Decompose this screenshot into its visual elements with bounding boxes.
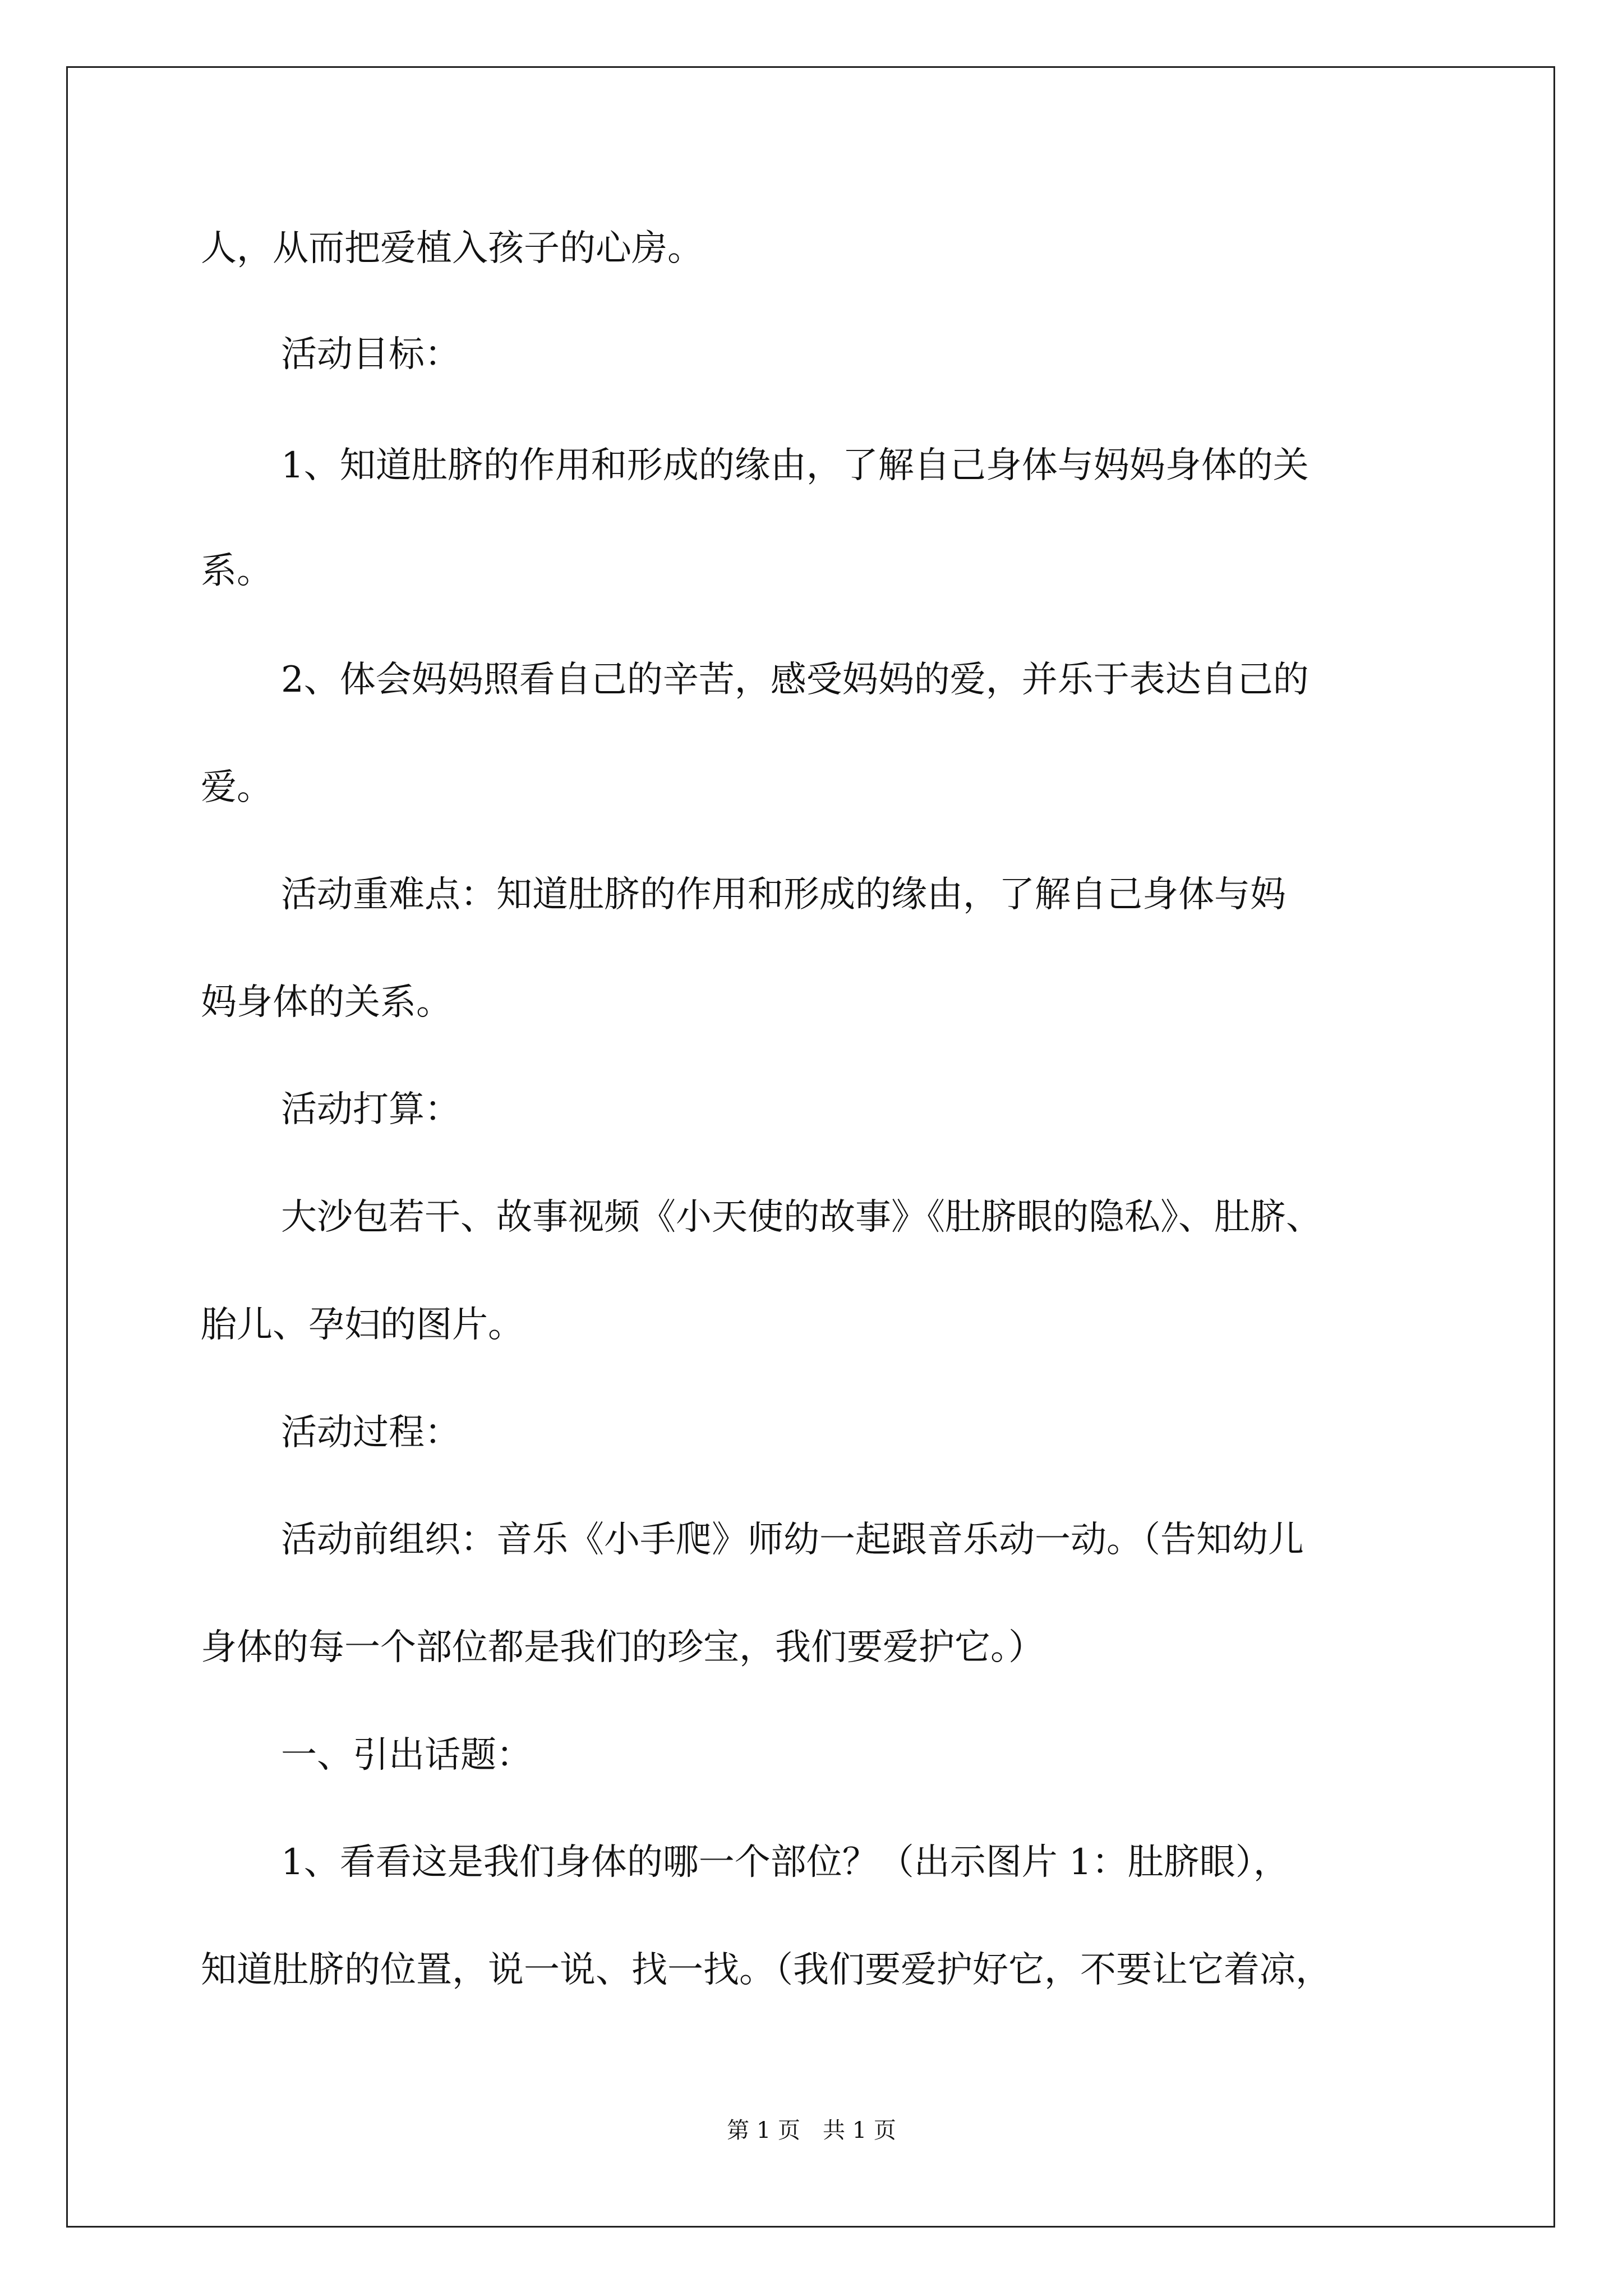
text-line-6: 爱。 <box>201 767 273 808</box>
text-line-15: 一、引出话题： <box>281 1734 532 1776</box>
text-line-9: 活动打算： <box>281 1089 460 1130</box>
text-line-1: 人，从而把爱植入孩子的心房。 <box>201 228 703 269</box>
text-line-5: 2、体会妈妈照看自己的辛苦，感受妈妈的爱，并乐于表达自己的 <box>281 659 1309 701</box>
text-line-11: 胎儿、孕妇的图片。 <box>201 1304 524 1346</box>
page-border <box>66 66 1555 2228</box>
text-line-13: 活动前组织：音乐《小手爬》师幼一起跟音乐动一动。（告知幼儿 <box>281 1519 1304 1561</box>
text-line-4: 系。 <box>201 550 273 592</box>
text-line-16: 1、看看这是我们身体的哪一个部位？（出示图片 1：肚脐眼）， <box>281 1842 1289 1883</box>
text-line-8: 妈身体的关系。 <box>201 982 452 1023</box>
text-line-12: 活动过程： <box>281 1412 460 1453</box>
page-number-footer: 第 1 页 共 1 页 <box>727 2118 896 2143</box>
text-line-7: 活动重难点：知道肚脐的作用和形成的缘由，了解自己身体与妈 <box>281 874 1286 915</box>
text-line-14: 身体的每一个部位都是我们的珍宝，我们要爱护它。） <box>201 1627 1044 1668</box>
text-line-2: 活动目标： <box>281 334 460 375</box>
text-line-17: 知道肚脐的位置，说一说、找一找。（我们要爱护好它，不要让它着凉， <box>201 1949 1331 1991</box>
text-line-10: 大沙包若干、故事视频《小天使的故事》《肚脐眼的隐私》、肚脐、 <box>281 1197 1322 1238</box>
text-line-3: 1、知道肚脐的作用和形成的缘由，了解自己身体与妈妈身体的关 <box>281 445 1309 486</box>
